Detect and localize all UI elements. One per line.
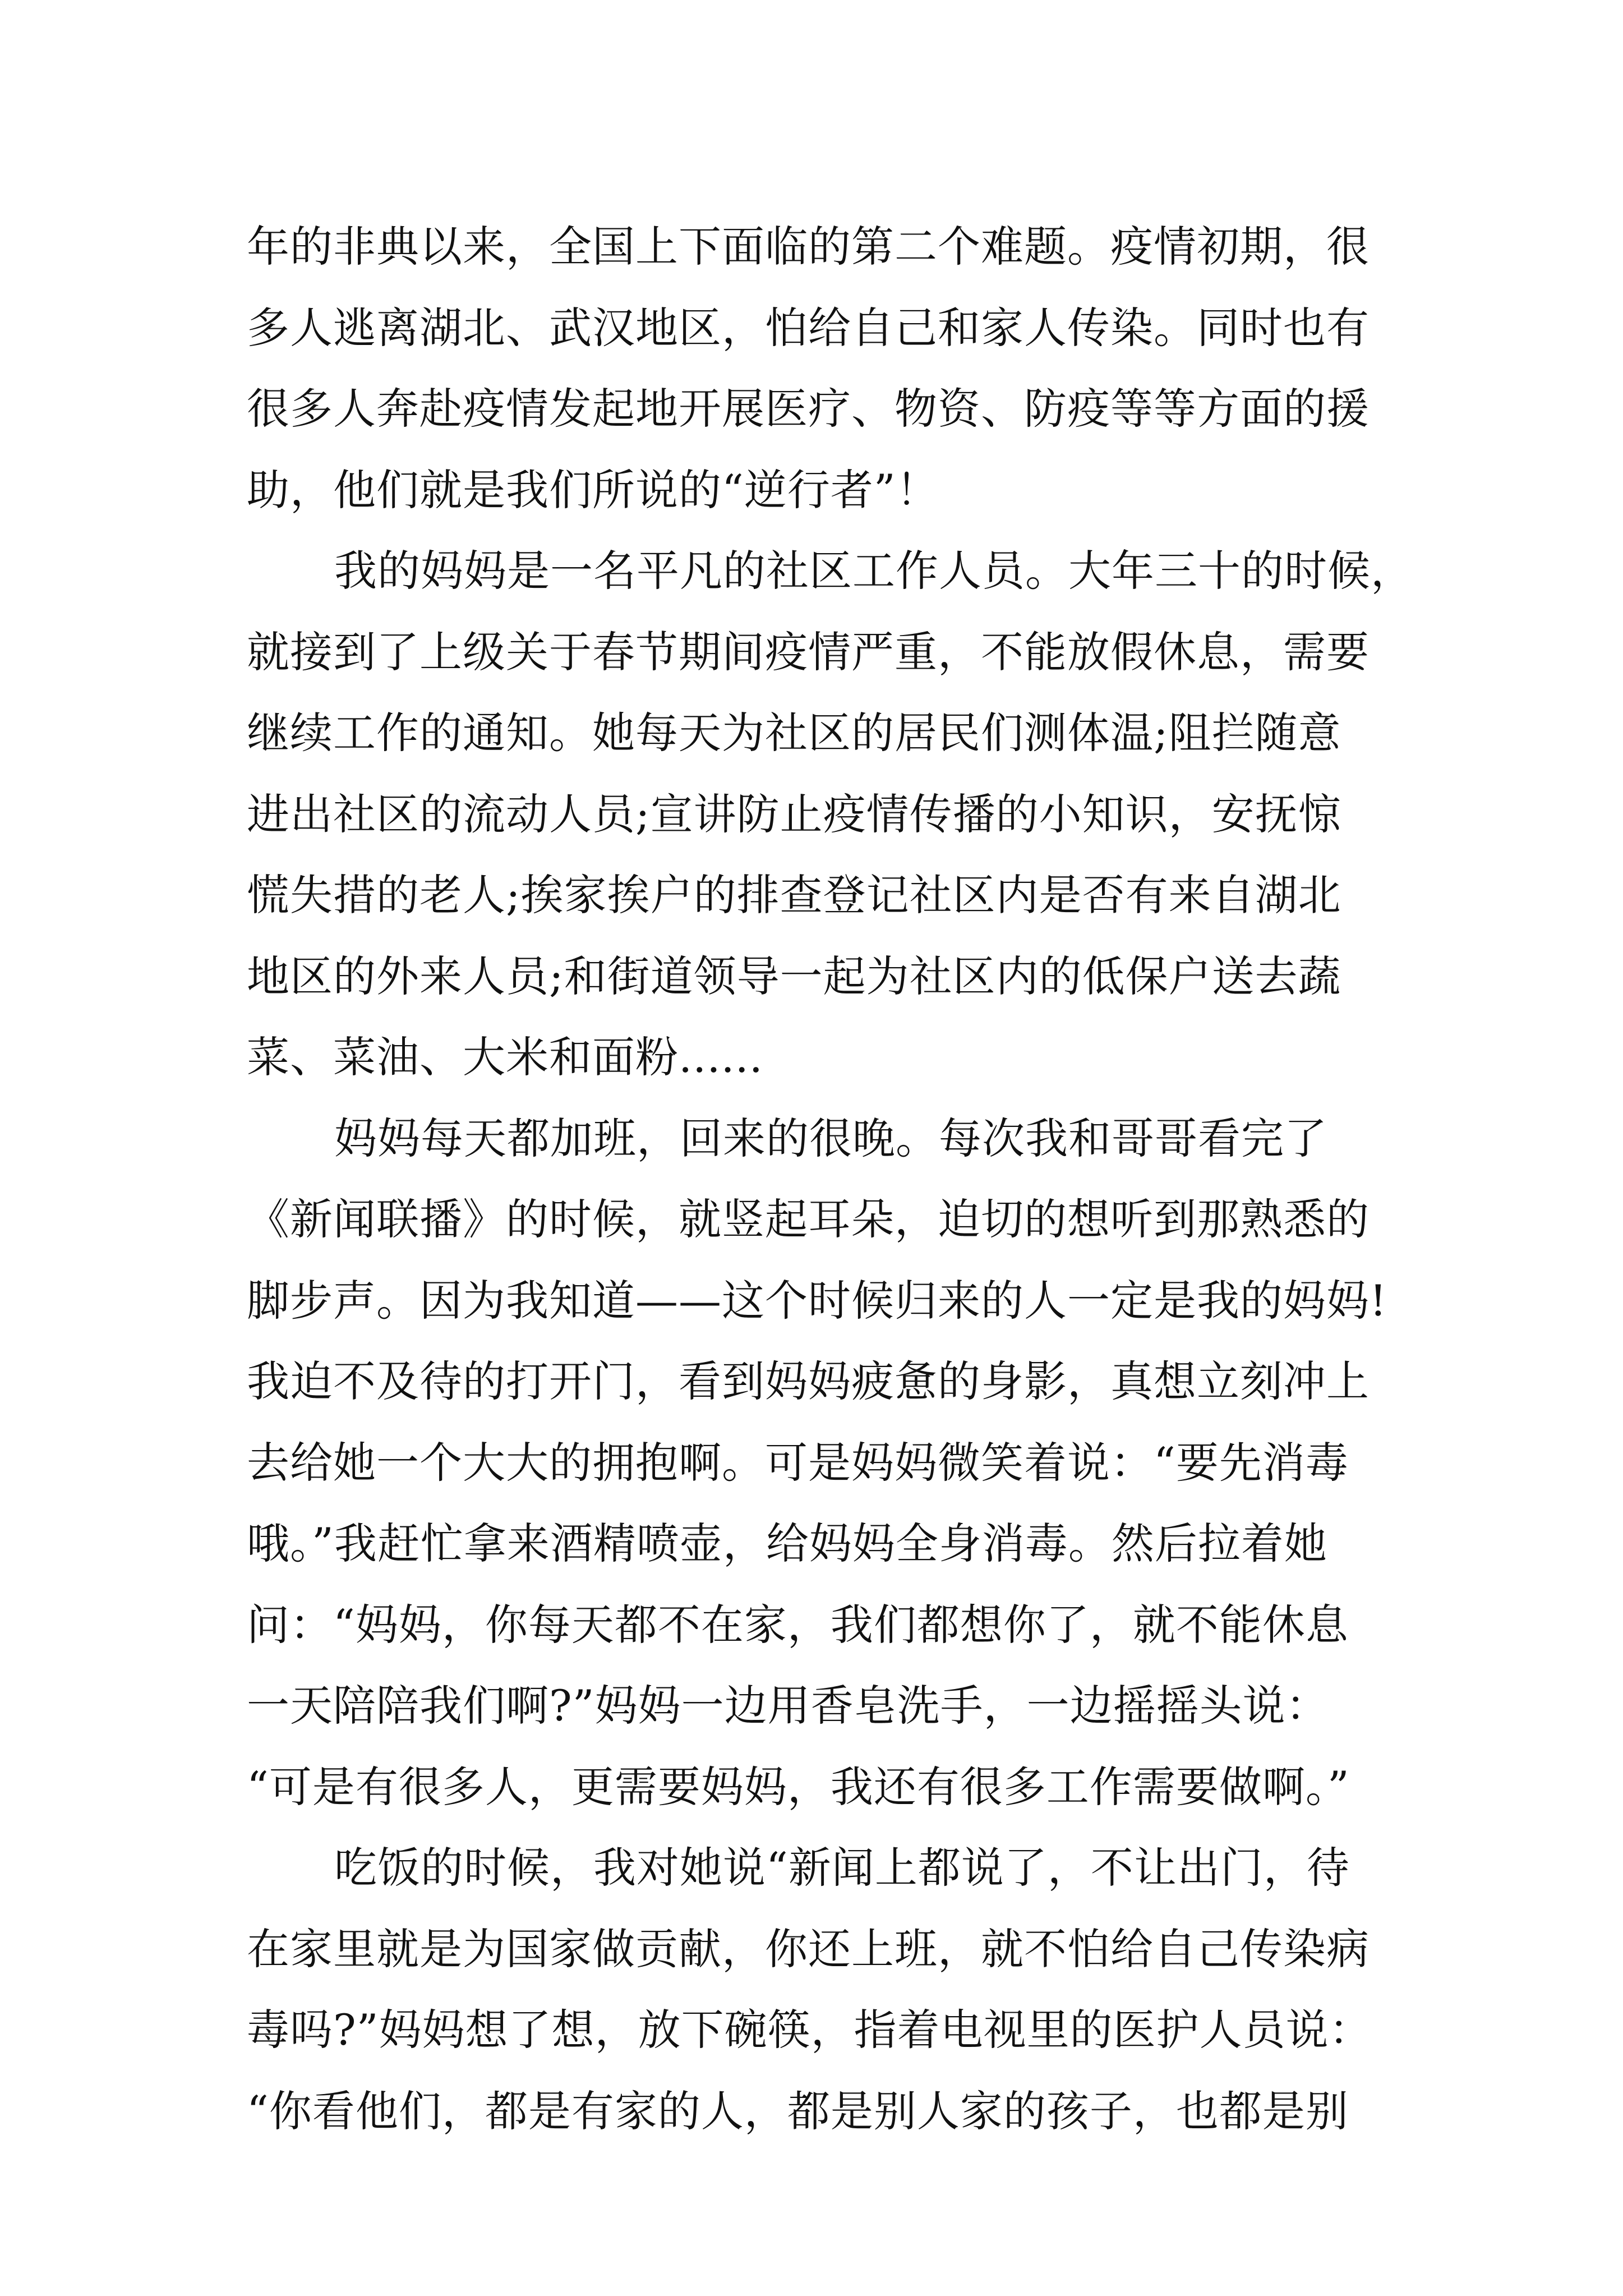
text-line: “你看他们，都是有家的人，都是别人家的孩子，也都是别 — [247, 2086, 1349, 2136]
text-line: 哦。”我赶忙拿来酒精喷壶，给妈妈全身消毒。然后拉着她 — [247, 1519, 1327, 1568]
text-line: 吃饭的时候，我对她说“新闻上都说了，不让出门，待 — [334, 1843, 1350, 1893]
text-line: 问：“妈妈，你每天都不在家，我们都想你了，就不能休息 — [247, 1599, 1349, 1650]
text-line: 继续工作的通知。她每天为社区的居民们测体温;阻拦随意 — [247, 708, 1341, 758]
text-line: 妈妈每天都加班，回来的很晚。每次我和哥哥看完了 — [334, 1113, 1327, 1163]
text-line: 我迫不及待的打开门，看到妈妈疲惫的身影，真想立刻冲上 — [247, 1356, 1370, 1406]
text-line: 在家里就是为国家做贡献，你还上班，就不怕给自己传染病 — [247, 1924, 1370, 1974]
text-line: 进出社区的流动人员;宣讲防止疫情传播的小知识，安抚惊 — [247, 789, 1341, 839]
text-line: 《新闻联播》的时候，就竖起耳朵，迫切的想听到那熟悉的 — [247, 1194, 1370, 1244]
text-line: 脚步声。因为我知道——这个时候归来的人一定是我的妈妈! — [247, 1275, 1387, 1326]
text-line: 就接到了上级关于春节期间疫情严重，不能放假休息，需要 — [247, 627, 1370, 677]
text-line: 地区的外来人员;和街道领导一起为社区内的低保户送去蔬 — [247, 951, 1341, 1001]
body-text — [247, 206, 1414, 2152]
text-line: 很多人奔赴疫情发起地开展医疗、物资、防疫等等方面的援 — [247, 384, 1370, 434]
text-line: “可是有很多人，更需要妈妈，我还有很多工作需要做啊。” — [247, 1761, 1350, 1812]
text-line: 我的妈妈是一名平凡的社区工作人员。大年三十的时候， — [334, 546, 1414, 596]
text-line: 毒吗?”妈妈想了想，放下碗筷，指着电视里的医护人员说： — [247, 2005, 1372, 2055]
text-line: 一天陪陪我们啊?”妈妈一边用香皂洗手，一边摇摇头说： — [247, 1681, 1329, 1731]
text-line: 助，他们就是我们所说的“逆行者”！ — [247, 464, 939, 515]
text-line: 去给她一个大大的拥抱啊。可是妈妈微笑着说：“要先消毒 — [247, 1437, 1349, 1488]
text-line: 多人逃离湖北、武汉地区，怕给自己和家人传染。同时也有 — [247, 302, 1370, 353]
text-line: 菜、菜油、大米和面粉...... — [247, 1032, 763, 1082]
text-line: 年的非典以来，全国上下面临的第二个难题。疫情初期，很 — [247, 222, 1370, 272]
text-line: 慌失措的老人;挨家挨户的排查登记社区内是否有来自湖北 — [247, 870, 1341, 920]
